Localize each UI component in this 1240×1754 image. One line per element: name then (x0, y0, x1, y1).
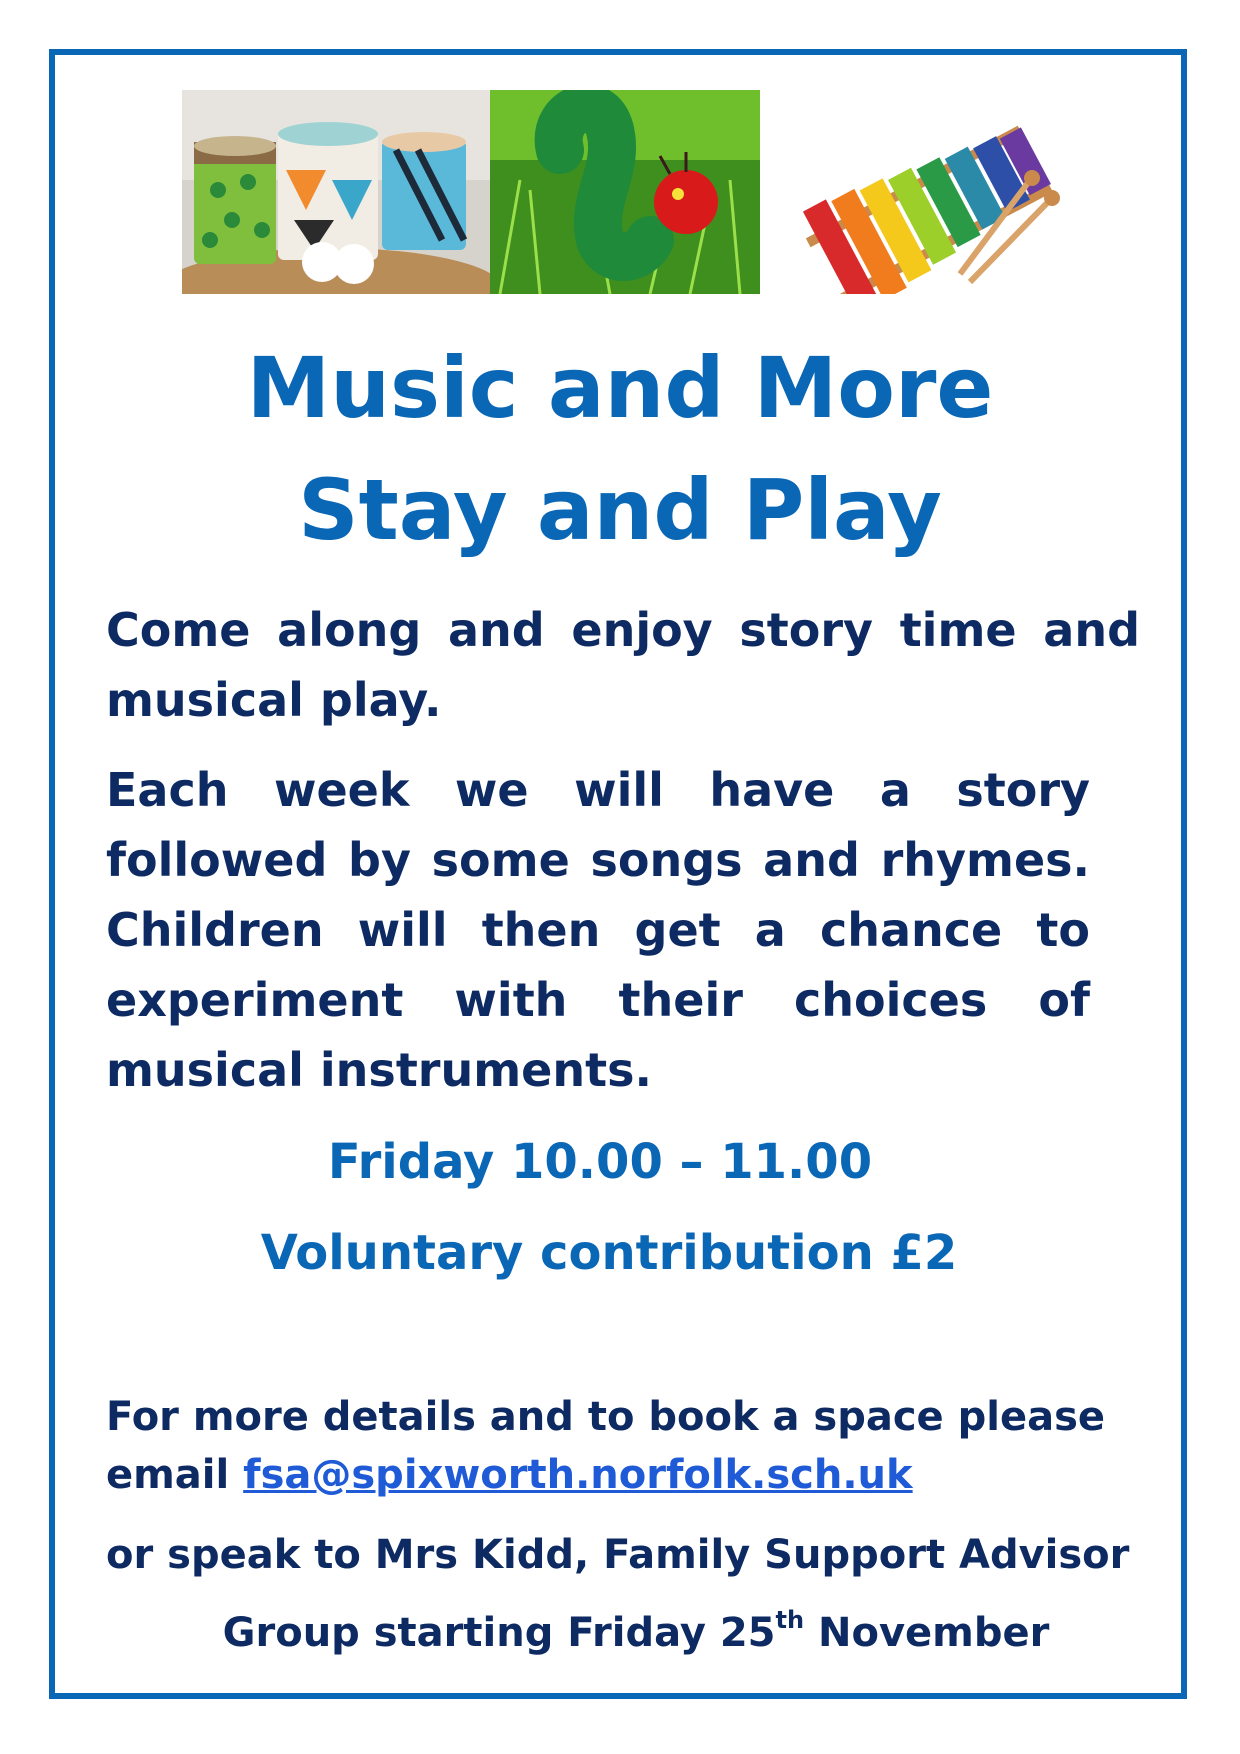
drums-photo (182, 90, 490, 294)
contact-person: or speak to Mrs Kidd, Family Support Advisor (106, 1532, 1130, 1578)
xylophone-photo (760, 90, 1060, 294)
session-time: Friday 10.00 – 11.00 (327, 1134, 873, 1190)
title-line-2: Stay and Play (298, 461, 942, 559)
header-photo-strip (182, 90, 1060, 294)
description-paragraph: Each week we will have a story followed by some songs and rhymes. Children will then get a chance to experiment with their choices of musical instruments. (106, 763, 1090, 1097)
contribution-text: Voluntary contribution £2 (260, 1225, 958, 1281)
email-link[interactable]: fsa@spixworth.norfolk.sch.uk (243, 1452, 913, 1498)
title-line-1: Music and More (246, 339, 994, 437)
email-line (106, 1452, 913, 1498)
start-date (0, 1606, 1240, 1656)
booking-instructions: For more details and to book a space please (106, 1394, 1106, 1440)
start-month: November (818, 1610, 1050, 1656)
caterpillar-photo (490, 90, 760, 294)
ordinal-suffix: th (775, 1606, 805, 1634)
email-prefix: email (106, 1452, 230, 1498)
start-date-prefix: Group starting Friday 25 (222, 1610, 776, 1656)
intro-paragraph: Come along and enjoy story time and musical play. (106, 603, 1140, 727)
